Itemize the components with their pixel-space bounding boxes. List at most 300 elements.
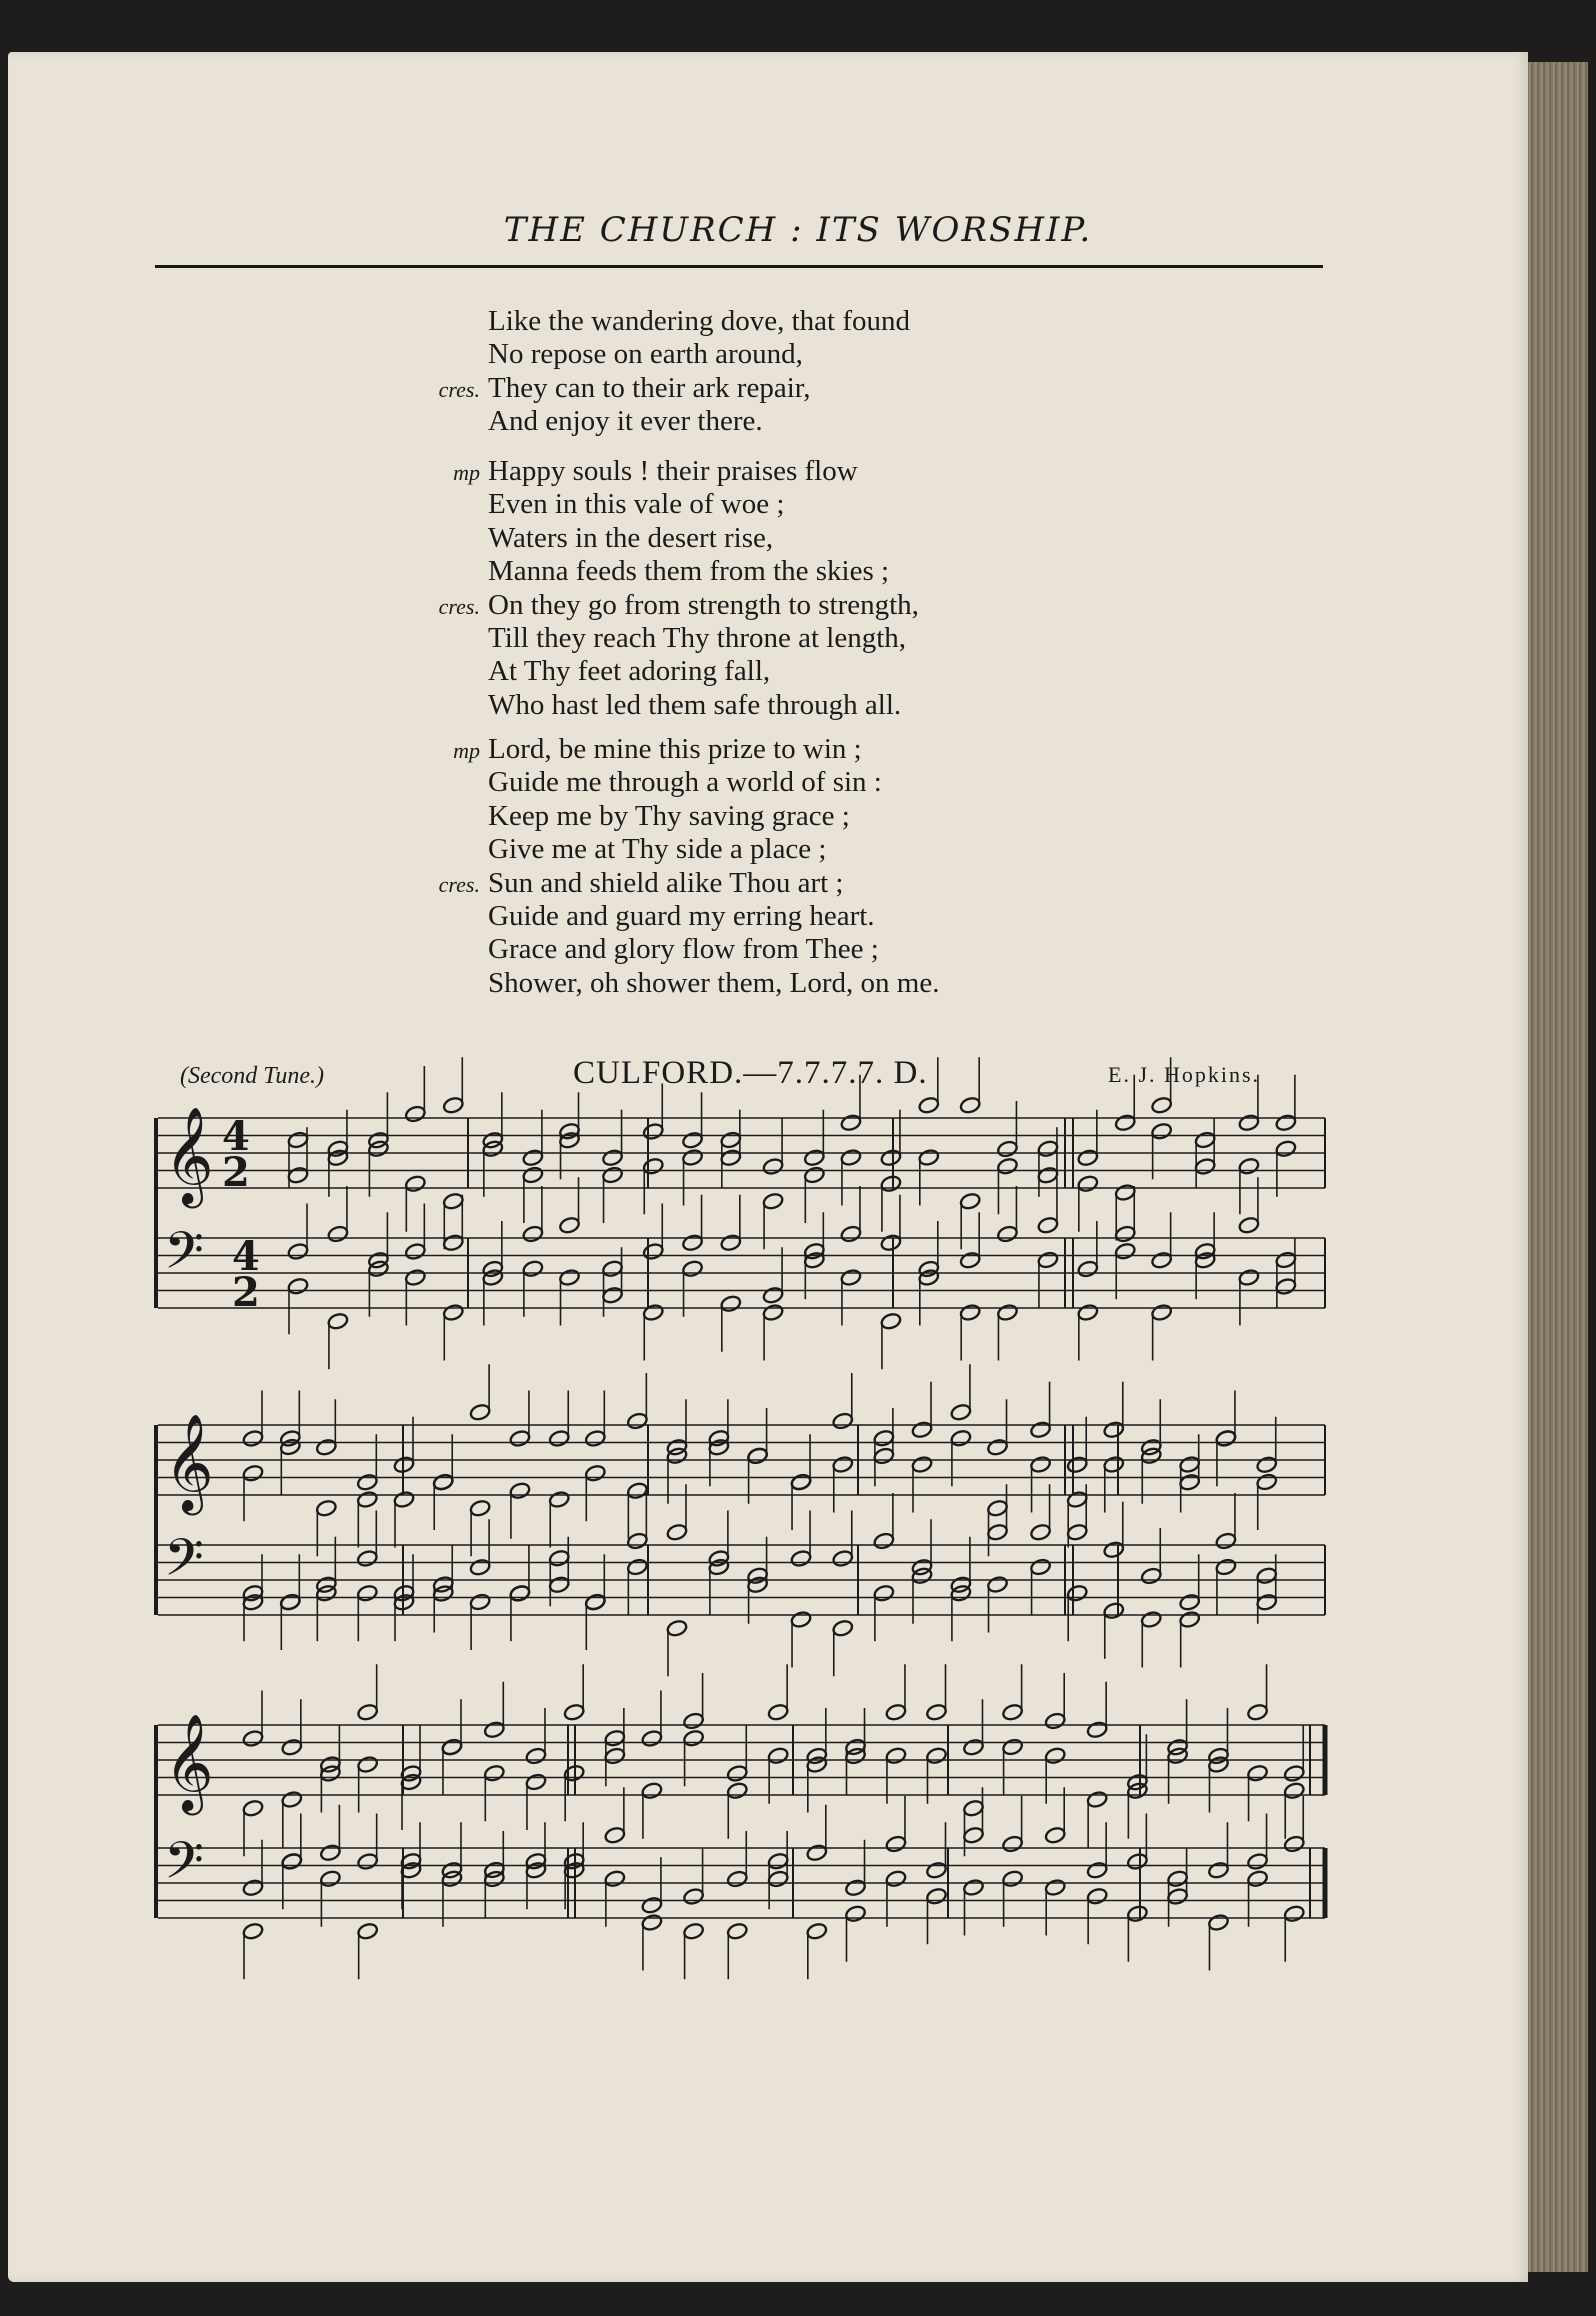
dynamic-marking: cres. [438,376,480,402]
note-head [1256,1473,1278,1492]
note-head [404,1174,426,1193]
treble-clef: 𝄞 [164,1713,214,1811]
note-head [641,1913,663,1932]
note-head [1044,1746,1066,1765]
note-head [601,1148,623,1167]
note-head [681,1148,703,1167]
note-head [996,1303,1018,1322]
note-head [962,1826,984,1845]
note-head [1140,1567,1162,1586]
note-head [885,1869,907,1888]
note-head [604,1747,626,1766]
note-head [803,1242,825,1261]
verse-line: Waters in the desert rise, [488,521,774,554]
note-head [873,1584,895,1603]
note-head [880,1312,902,1331]
note-head [584,1593,606,1612]
note-head [1044,1712,1066,1731]
note-head [242,1922,264,1941]
note-head [1246,1764,1268,1783]
note-head [959,1192,981,1211]
note-head [1207,1861,1229,1880]
note-head [641,1729,663,1748]
note-head [432,1575,454,1594]
note-head [844,1878,866,1897]
note-head [790,1549,812,1568]
note-head [357,1755,379,1774]
note-head [873,1532,895,1551]
note-head [681,1259,703,1278]
note-head [1207,1913,1229,1932]
note-head [287,1131,309,1150]
note-head [1275,1251,1297,1270]
note-head [726,1764,748,1783]
note-head [1238,1113,1260,1132]
note-head [442,1303,464,1322]
note-head [442,1096,464,1115]
note-head [681,1233,703,1252]
note-head [950,1429,972,1448]
note-head [1077,1260,1099,1279]
note-head [1150,1096,1172,1115]
note-head [1066,1523,1088,1542]
note-head [1114,1225,1136,1244]
note-head [279,1438,301,1457]
note-head [1029,1420,1051,1439]
note-head [469,1593,491,1612]
note-head [315,1438,337,1457]
note-head [790,1610,812,1629]
note-head [925,1861,947,1880]
note-head [950,1403,972,1422]
note-head [666,1446,688,1465]
note-head [522,1259,544,1278]
note-head [1066,1490,1088,1509]
note-head [950,1584,972,1603]
note-head [873,1429,895,1448]
note-head [483,1861,505,1880]
note-head [319,1843,341,1862]
time-signature-bottom: 2 [232,1269,260,1316]
note-head [1246,1852,1268,1871]
note-head [626,1558,648,1577]
verse-line: They can to their ark repair, [488,371,811,404]
note-head [1126,1781,1148,1800]
note-head [1103,1455,1125,1474]
note-head [1246,1869,1268,1888]
note-head [1166,1746,1188,1765]
note-head [986,1438,1008,1457]
note-head [1044,1878,1066,1897]
note-head [469,1558,491,1577]
note-head [1126,1904,1148,1923]
note-head [626,1412,648,1431]
verse-line: Sun and shield alike Thou art ; [488,866,844,899]
note-head [1140,1610,1162,1629]
note-head [962,1738,984,1757]
note-head [682,1887,704,1906]
note-head [1086,1887,1108,1906]
note-head [726,1922,748,1941]
note-head [1150,1122,1172,1141]
note-head [996,1140,1018,1159]
note-head [767,1852,789,1871]
note-head [918,1268,940,1287]
note-head [962,1799,984,1818]
bass-clef: 𝄢 [164,1830,204,1903]
note-head [1238,1216,1260,1235]
note-head [885,1746,907,1765]
note-head [996,1225,1018,1244]
note-head [509,1429,531,1448]
note-head [1001,1835,1023,1854]
treble-clef: 𝄞 [164,1106,214,1204]
note-head [1114,1113,1136,1132]
note-head [1066,1455,1088,1474]
note-head [1001,1738,1023,1757]
note-head [996,1157,1018,1176]
note-head [642,1242,664,1261]
note-head [281,1852,303,1871]
note-head [986,1575,1008,1594]
note-head [1207,1755,1229,1774]
verse-line: And enjoy it ever there. [488,405,763,438]
note-head [1194,1242,1216,1261]
note-head [281,1790,303,1809]
note-head [682,1922,704,1941]
note-head [1166,1869,1188,1888]
note-head [840,1225,862,1244]
note-head [1103,1540,1125,1559]
note-head [367,1259,389,1278]
note-head [287,1242,309,1261]
verse-line: Like the wandering dove, that found [488,305,910,337]
note-head [762,1192,784,1211]
note-head [803,1148,825,1167]
note-head [525,1747,547,1766]
note-head [469,1403,491,1422]
note-head [1215,1429,1237,1448]
note-head [626,1532,648,1551]
note-head [767,1746,789,1765]
tune-title: CULFORD.—7.7.7.7. D. [573,1055,928,1091]
verse-line: On they go from strength to strength, [488,588,919,621]
note-head [327,1312,349,1331]
verse-line: Shower, oh shower them, Lord, on me. [488,966,940,999]
note-head [720,1131,742,1150]
verse-line: No repose on earth around, [488,338,803,371]
note-head [1077,1148,1099,1167]
note-head [1283,1764,1305,1783]
verse-line: Guide and guard my erring heart. [488,900,875,932]
note-head [1103,1420,1125,1439]
note-head [1283,1835,1305,1854]
note-head [558,1268,580,1287]
note-head [242,1584,264,1603]
note-head [525,1852,547,1871]
note-head [442,1233,464,1252]
note-head [986,1523,1008,1542]
note-head [509,1584,531,1603]
note-head [242,1464,264,1483]
note-head [584,1429,606,1448]
note-head [357,1852,379,1871]
note-head [1179,1593,1201,1612]
note-head [404,1268,426,1287]
note-head [319,1869,341,1888]
note-head [641,1896,663,1915]
note-head [1256,1593,1278,1612]
note-head [604,1869,626,1888]
note-head [548,1490,570,1509]
note-head [1044,1826,1066,1845]
note-head [1037,1166,1059,1185]
note-head [708,1558,730,1577]
note-head [767,1703,789,1722]
note-head [840,1268,862,1287]
note-head [918,1096,940,1115]
note-head [642,1157,664,1176]
note-head [1179,1473,1201,1492]
note-head [885,1703,907,1722]
verse-line: Give me at Thy side a place ; [488,833,827,866]
time-signature-top: 4 [232,1233,260,1280]
note-head [925,1746,947,1765]
note-head [442,1192,464,1211]
note-head [315,1499,337,1518]
note-head [832,1549,854,1568]
note-head [1179,1455,1201,1474]
note-head [327,1225,349,1244]
note-head [1283,1781,1305,1800]
note-head [356,1473,378,1492]
note-head [803,1166,825,1185]
note-head [682,1712,704,1731]
note-head [1215,1532,1237,1551]
time-signature-bottom: 2 [222,1149,250,1196]
note-head [1086,1861,1108,1880]
note-head [1077,1174,1099,1193]
note-head [548,1575,570,1594]
note-head [1194,1157,1216,1176]
note-head [832,1619,854,1638]
note-head [762,1303,784,1322]
verse-line: Happy souls ! their praises flow [488,455,858,487]
note-head [767,1870,789,1889]
note-head [1114,1242,1136,1261]
note-head [720,1294,742,1313]
note-head [726,1781,748,1800]
note-head [1001,1703,1023,1722]
note-head [959,1303,981,1322]
note-head [356,1584,378,1603]
note-head [1246,1703,1268,1722]
note-head [327,1139,349,1158]
note-head [357,1703,379,1722]
note-head [708,1429,730,1448]
note-head [522,1166,544,1185]
note-head [1029,1558,1051,1577]
dynamic-marking: mp [453,460,480,485]
verse-line: Keep me by Thy saving grace ; [488,799,850,832]
note-head [925,1887,947,1906]
note-head [1029,1455,1051,1474]
note-head [563,1703,585,1722]
note-head [911,1566,933,1585]
note-head [1086,1790,1108,1809]
note-head [959,1096,981,1115]
note-head [1029,1523,1051,1542]
note-head [666,1523,688,1542]
note-head [404,1105,426,1124]
note-head [918,1148,940,1167]
verse-line: Guide me through a world of sin : [488,766,882,799]
note-head [604,1826,626,1845]
note-head [558,1122,580,1141]
verse-line: Lord, be mine this prize to win ; [488,733,862,765]
note-head [509,1481,531,1500]
note-head [1256,1566,1278,1585]
note-head [242,1878,264,1897]
note-head [1166,1887,1188,1906]
tune-composer: E. J. Hopkins. [1108,1062,1261,1087]
note-head [844,1738,866,1757]
note-head [1103,1601,1125,1620]
note-head [746,1566,768,1585]
note-head [315,1584,337,1603]
time-signature-top: 4 [222,1113,250,1160]
treble-clef: 𝄞 [164,1413,214,1511]
note-head [911,1455,933,1474]
note-head [840,1113,862,1132]
note-head [469,1499,491,1518]
verse-line: Manna feeds them from the skies ; [488,555,890,588]
note-head [601,1166,623,1185]
note-head [548,1429,570,1448]
note-head [356,1549,378,1568]
note-head [279,1593,301,1612]
note-head [642,1122,664,1141]
note-head [925,1703,947,1722]
note-head [959,1251,981,1270]
note-head [601,1259,623,1278]
note-head [522,1225,544,1244]
note-head [720,1148,742,1167]
note-head [762,1157,784,1176]
note-head [880,1148,902,1167]
note-head [726,1870,748,1889]
note-head [1283,1904,1305,1923]
bass-clef: 𝄢 [164,1220,204,1293]
verse-line: At Thy feet adoring fall, [488,655,771,688]
note-head [806,1843,828,1862]
verse-line: Who hast led them safe through all. [488,688,902,721]
note-head [1126,1852,1148,1871]
note-head [806,1922,828,1941]
note-head [584,1464,606,1483]
note-head [1256,1455,1278,1474]
note-head [1179,1610,1201,1629]
note-head [1066,1584,1088,1603]
note-head [832,1412,854,1431]
verse-line: Grace and glory flow from Thee ; [488,933,879,966]
note-head [1077,1303,1099,1322]
note-head [393,1490,415,1509]
note-head [844,1904,866,1923]
note-head [641,1781,663,1800]
note-head [601,1286,623,1305]
note-head [367,1139,389,1158]
note-head [762,1286,784,1305]
note-head [642,1303,664,1322]
note-head [806,1755,828,1774]
note-head [832,1455,854,1474]
note-head [483,1764,505,1783]
running-head: THE CHURCH : ITS WORSHIP. [503,210,1093,250]
note-head [1275,1113,1297,1132]
note-head [483,1720,505,1739]
note-head [287,1166,309,1185]
note-head [393,1584,415,1603]
dynamic-marking: cres. [438,593,480,619]
note-head [720,1233,742,1252]
note-head [666,1619,688,1638]
note-head [482,1268,504,1287]
note-head [1150,1251,1172,1270]
tune-note: (Second Tune.) [180,1063,324,1089]
note-head [911,1420,933,1439]
note-head [1215,1558,1237,1577]
note-head [790,1473,812,1492]
note-head [986,1499,1008,1518]
note-head [356,1490,378,1509]
note-head [319,1755,341,1774]
note-head [525,1773,547,1792]
note-head [357,1922,379,1941]
note-head [1238,1268,1260,1287]
verse-line: Even in this vale of woe ; [488,488,785,521]
note-head [1238,1157,1260,1176]
note-head [242,1429,264,1448]
note-head [522,1148,544,1167]
note-head [1001,1869,1023,1888]
note-head [1275,1139,1297,1158]
note-head [840,1148,862,1167]
note-head [281,1738,303,1757]
dynamic-marking: cres. [438,871,480,897]
note-head [558,1216,580,1235]
note-head [1114,1183,1136,1202]
note-head [1140,1446,1162,1465]
note-head [681,1131,703,1150]
note-head [287,1277,309,1296]
note-head [604,1729,626,1748]
note-head [393,1455,415,1474]
bass-clef: 𝄢 [164,1527,204,1600]
note-head [746,1446,768,1465]
note-head [873,1447,895,1466]
note-head [404,1242,426,1261]
note-head [432,1473,454,1492]
note-head [548,1549,570,1568]
verse-line: Till they reach Thy throne at length, [488,622,907,654]
note-head [1194,1131,1216,1150]
note-head [880,1174,902,1193]
note-head [626,1481,648,1500]
note-head [1086,1720,1108,1739]
note-head [1037,1139,1059,1158]
note-head [1275,1277,1297,1296]
